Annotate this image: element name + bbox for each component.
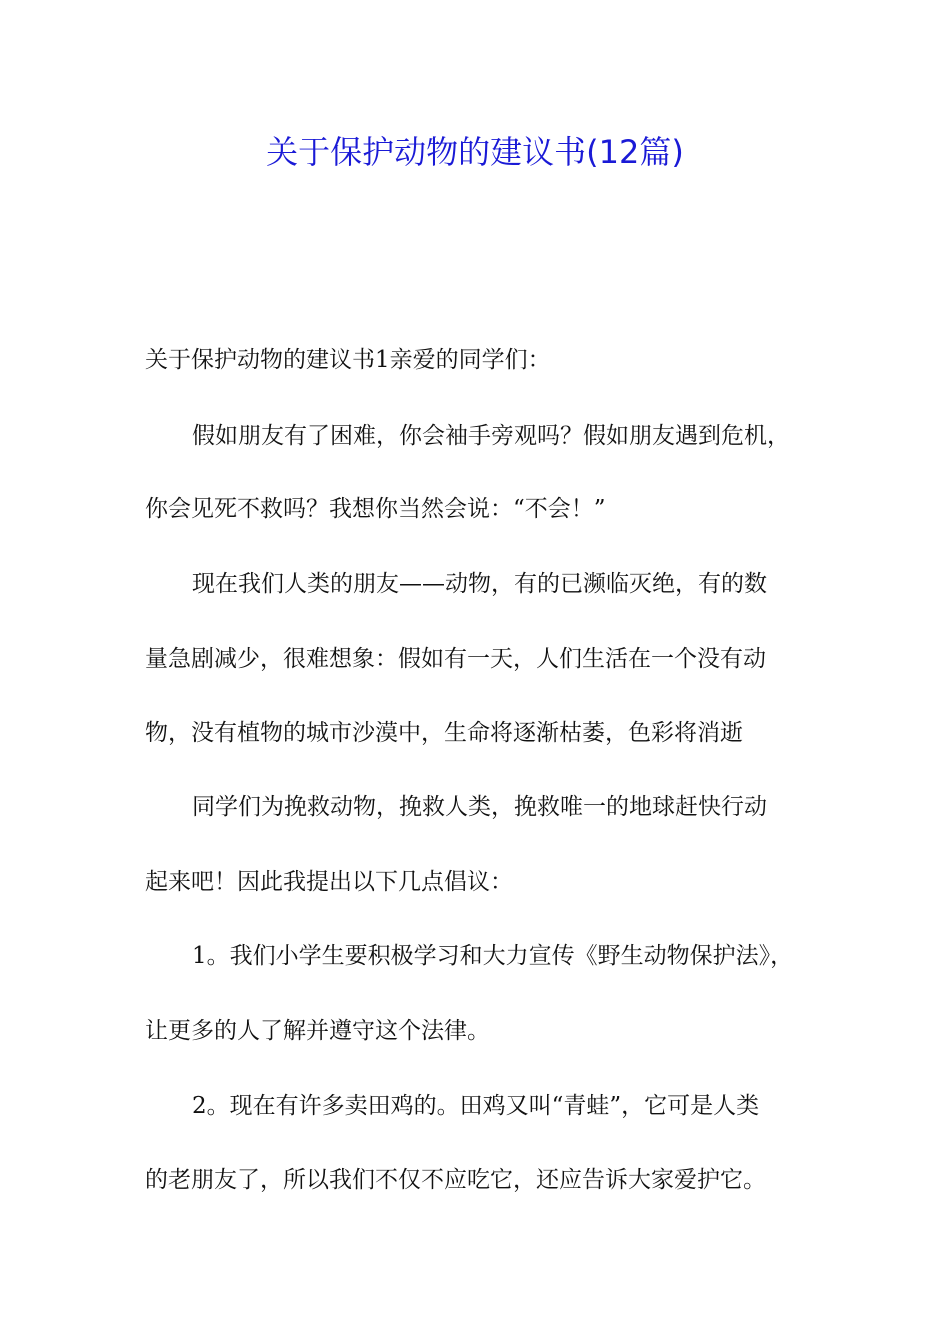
proposal-2-line-2: 的老朋友了，所以我们不仅不应吃它，还应告诉大家爱护它。 (145, 1167, 766, 1193)
paragraph-2-line-2: 量急剧减少，很难想象：假如有一天，人们生活在一个没有动 (145, 646, 766, 672)
paragraph-1-line-1: 假如朋友有了困难，你会袖手旁观吗？假如朋友遇到危机， (192, 423, 790, 449)
proposal-1-line-2: 让更多的人了解并遵守这个法律。 (145, 1018, 490, 1044)
paragraph-3-line-2: 起来吧！因此我提出以下几点倡议： (145, 869, 513, 895)
proposal-2-line-1: 2。现在有许多卖田鸡的。田鸡又叫“青蛙”，它可是人类 (192, 1093, 760, 1119)
paragraph-2-line-1: 现在我们人类的朋友——动物，有的已濒临灭绝，有的数 (192, 571, 767, 597)
salutation-line: 关于保护动物的建议书1亲爱的同学们： (145, 347, 551, 373)
document-title: 关于保护动物的建议书(12篇) (266, 133, 684, 171)
paragraph-1-line-2: 你会见死不救吗？我想你当然会说：“不会！” (145, 496, 606, 522)
paragraph-3-line-1: 同学们为挽救动物，挽救人类，挽救唯一的地球赶快行动 (192, 794, 767, 820)
paragraph-2-line-3: 物，没有植物的城市沙漠中，生命将逐渐枯萎，色彩将消逝 (145, 720, 743, 746)
proposal-1-line-1: 1。我们小学生要积极学习和大力宣传《野生动物保护法》， (192, 943, 794, 969)
